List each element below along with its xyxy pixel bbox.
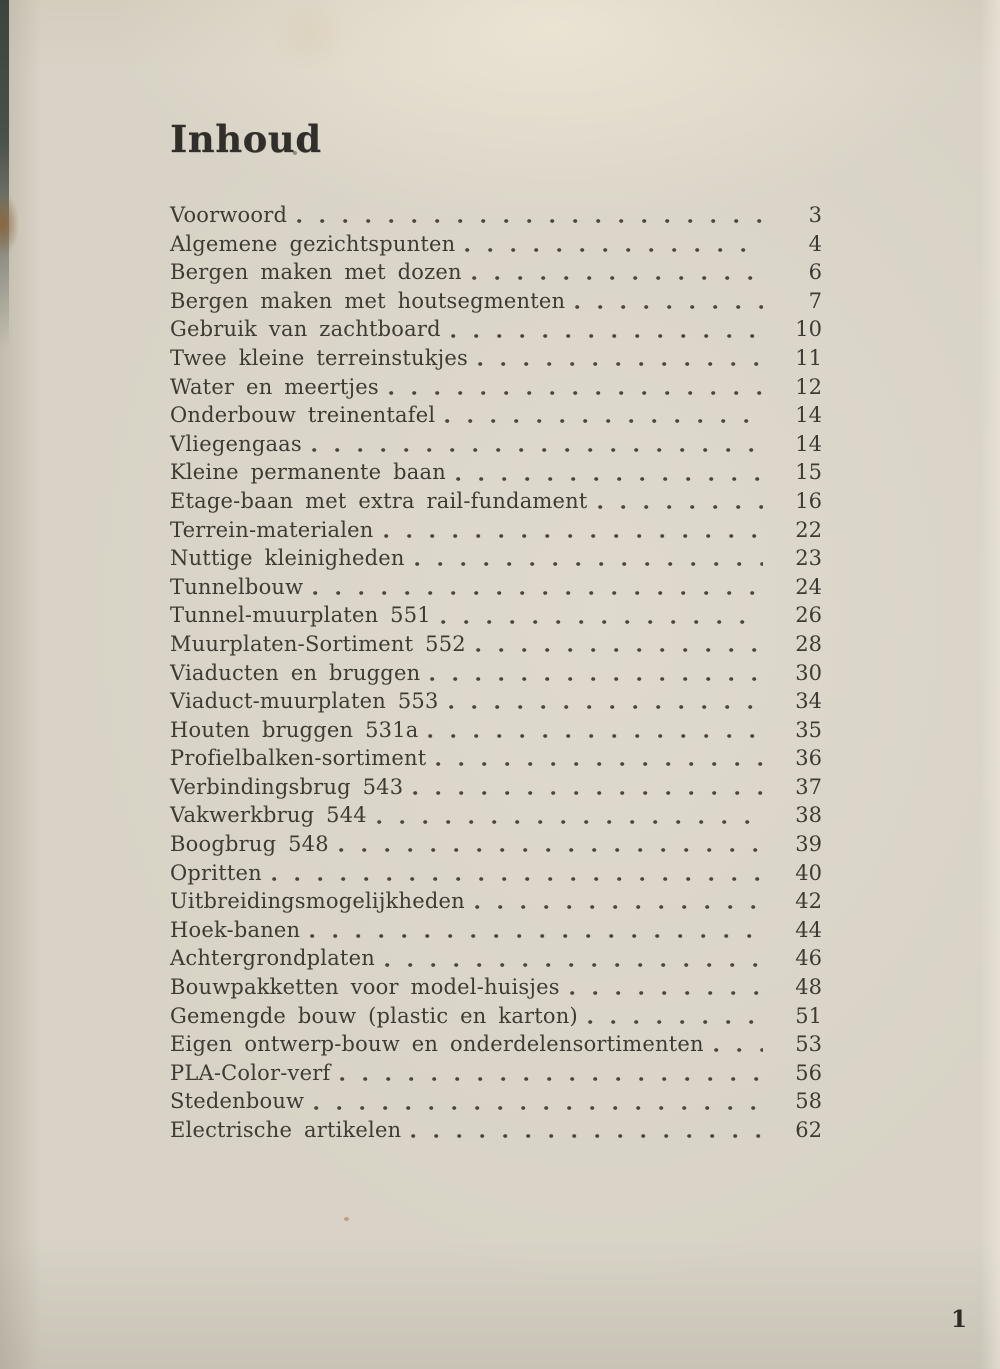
toc-row: [170, 201, 822, 230]
dot-leader: [375, 944, 763, 973]
toc-row: [170, 287, 822, 316]
toc-entry-label: Voorwoord: [170, 203, 288, 227]
dot-leader: [441, 315, 763, 344]
dot-leader: [455, 230, 763, 259]
toc-entry-label: Houten bruggen 531a: [170, 717, 419, 742]
toc-entry-page: 4: [808, 231, 822, 256]
toc-entry-page: 7: [808, 288, 822, 313]
dot-leader: [303, 573, 763, 602]
dot-leader: [420, 659, 763, 688]
toc-entry-page: 23: [795, 546, 822, 571]
dot-leader: [465, 887, 763, 916]
toc-entry-label: Gemengde bouw (plastic en karton): [170, 1003, 578, 1028]
toc-entry-page: 58: [795, 1089, 822, 1114]
page-number: 1: [950, 1306, 967, 1333]
toc-row: [170, 516, 822, 545]
toc-entry-page: 16: [795, 488, 822, 513]
dot-leader: [565, 287, 763, 316]
toc-row: [170, 401, 822, 430]
dot-leader: [704, 1030, 763, 1059]
toc-row: [170, 887, 822, 916]
toc-row: [170, 230, 822, 259]
dot-leader: [426, 744, 763, 773]
toc-row: [170, 773, 822, 802]
toc-row: [170, 1087, 822, 1116]
toc-row: [170, 258, 822, 287]
toc-entry-label: Gebruik van zachtboard: [170, 317, 441, 342]
toc-entry-page: 42: [795, 889, 822, 914]
toc-row: [170, 1059, 822, 1088]
toc-row: [170, 801, 822, 830]
toc-entry-label: Twee kleine terreinstukjes: [170, 345, 468, 370]
toc-entry-page: 44: [795, 917, 822, 942]
dot-leader: [367, 801, 763, 830]
toc-entry-page: 26: [795, 603, 822, 628]
toc-row: [170, 630, 822, 659]
toc-entry-page: 28: [795, 631, 822, 656]
toc-entry-page: 34: [795, 689, 822, 714]
dot-leader: [446, 458, 763, 487]
toc-row: [170, 973, 822, 1002]
toc-entry-label: Kleine permanente baan: [170, 460, 446, 485]
toc-entry-label: Profielbalken-sortiment: [170, 746, 427, 771]
dot-leader: [405, 544, 763, 573]
toc-row: [170, 373, 822, 402]
toc-entry-page: 51: [795, 1003, 822, 1028]
toc-entry-page: 62: [795, 1118, 822, 1142]
toc-entry-label: Viaducten en bruggen: [170, 660, 421, 685]
dot-leader: [302, 430, 763, 459]
toc-entry-label: Vakwerkbrug 544: [170, 803, 367, 828]
dot-leader: [300, 916, 763, 945]
dot-leader: [329, 830, 763, 859]
toc-row: [170, 687, 822, 716]
dot-leader: [304, 1087, 763, 1116]
toc-row: [170, 830, 822, 859]
toc-entry-label: Uitbreidingsmogelijkheden: [170, 889, 465, 914]
toc-row: [170, 544, 822, 573]
toc-entry-page: 30: [795, 660, 822, 685]
toc-row: [170, 487, 822, 516]
toc-row: [170, 659, 822, 688]
toc-entry-label: Bergen maken met houtsegmenten: [170, 288, 566, 313]
toc-entry-label: Water en meertjes: [170, 374, 379, 399]
toc-entry-page: 3: [808, 203, 822, 227]
toc-row: [170, 430, 822, 459]
binding-stain: [0, 192, 19, 256]
toc-row: [170, 458, 822, 487]
toc-entry-page: 24: [795, 574, 822, 599]
toc-entry-page: 22: [795, 517, 822, 542]
toc-row: [170, 573, 822, 602]
toc-entry-label: Algemene gezichtspunten: [170, 231, 456, 256]
toc-row: [170, 315, 822, 344]
toc-entry-page: 37: [795, 774, 822, 799]
toc-row: [170, 944, 822, 973]
dot-leader: [287, 201, 763, 230]
toc-entry-label: Terrein-materialen: [170, 517, 374, 542]
toc-entry-page: 40: [795, 860, 822, 885]
toc-entry-page: 12: [795, 374, 822, 399]
dot-leader: [560, 973, 763, 1002]
toc-entry-label: Tunnelbouw: [170, 574, 304, 599]
book-binding-edge: [0, 0, 9, 350]
toc-entry-page: 46: [795, 946, 822, 971]
toc-entry-label: Viaduct-muurplaten 553: [170, 689, 439, 714]
dot-leader: [401, 1116, 763, 1145]
toc-entry-label: Opritten: [170, 860, 262, 885]
dot-leader: [439, 687, 763, 716]
dot-leader: [578, 1002, 763, 1031]
dot-leader: [262, 859, 763, 888]
toc-row: [170, 744, 822, 773]
toc-entry-label: Verbindingsbrug 543: [170, 774, 404, 799]
toc-entry-label: Onderbouw treinentafel: [170, 403, 436, 428]
toc-row: [170, 1002, 822, 1031]
toc-entry-page: 53: [795, 1032, 822, 1057]
page-title: Inhoud: [170, 117, 322, 161]
toc-entry-label: Stedenbouw: [170, 1089, 305, 1114]
toc-entry-label: Achtergrondplaten: [170, 946, 375, 971]
dot-leader: [462, 258, 763, 287]
toc-entry-page: 56: [795, 1060, 822, 1085]
dot-leader: [418, 716, 763, 745]
dot-leader: [468, 344, 763, 373]
toc-entry-label: Etage-baan met extra rail-fundament: [170, 488, 588, 513]
toc-entry-label: Hoek-banen: [170, 917, 301, 942]
paper-speck: [344, 1217, 349, 1221]
toc-row: [170, 601, 822, 630]
toc-entry-label: Vliegengaas: [170, 431, 302, 456]
toc-entry-page: 14: [795, 431, 822, 456]
toc-entry-page: 39: [795, 832, 822, 857]
toc-row: [170, 1030, 822, 1059]
toc-row: [170, 344, 822, 373]
page-content: [170, 0, 822, 1145]
toc-row: [170, 859, 822, 888]
dot-leader: [403, 773, 763, 802]
toc-entry-label: Bouwpakketten voor model-huisjes: [170, 975, 560, 1000]
toc-entry-label: PLA-Color-verf: [170, 1060, 331, 1085]
dot-leader: [431, 601, 763, 630]
toc-entry-label: Electrische artikelen: [170, 1118, 402, 1142]
toc-entry-page: 38: [795, 803, 822, 828]
toc-entry-page: 11: [795, 345, 822, 370]
toc-row: [170, 716, 822, 745]
toc-entry-page: 48: [795, 975, 822, 1000]
dot-leader: [374, 516, 764, 545]
toc-entry-page: 15: [795, 460, 822, 485]
toc-entry-page: 10: [795, 317, 822, 342]
dot-leader: [379, 373, 763, 402]
toc-entry-label: Eigen ontwerp-bouw en onderdelensortimenten: [170, 1032, 704, 1057]
toc-entry-page: 6: [808, 260, 822, 285]
dot-leader: [330, 1059, 763, 1088]
toc-row: [170, 916, 822, 945]
dot-leader: [588, 487, 763, 516]
table-of-contents: [170, 201, 822, 1145]
toc-entry-label: Tunnel-muurplaten 551: [170, 603, 431, 628]
toc-entry-page: 35: [795, 717, 822, 742]
toc-entry-page: 14: [795, 403, 822, 428]
dot-leader: [435, 401, 763, 430]
toc-row: [170, 1116, 822, 1145]
dot-leader: [466, 630, 763, 659]
toc-entry-label: Boogbrug 548: [170, 832, 329, 857]
toc-entry-label: Nuttige kleinigheden: [170, 546, 405, 571]
toc-entry-label: Muurplaten-Sortiment 552: [170, 631, 466, 656]
toc-entry-page: 36: [795, 746, 822, 771]
toc-entry-label: Bergen maken met dozen: [170, 260, 462, 285]
